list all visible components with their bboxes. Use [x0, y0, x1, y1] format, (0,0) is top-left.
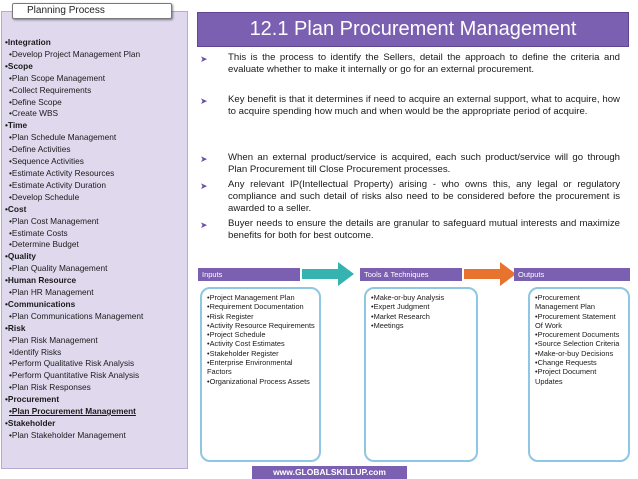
list-item: •Change Requests [535, 358, 597, 368]
inputs-box [200, 287, 321, 462]
list-item: •Quality [5, 251, 37, 262]
list-item: •Plan HR Management [9, 287, 94, 298]
inputs-header: Inputs [198, 268, 300, 281]
list-item: •Market Research [371, 311, 430, 321]
list-item: •Communications [5, 298, 76, 309]
list-item: •Risk Register [207, 311, 254, 321]
outputs-header: Outputs [514, 268, 630, 281]
list-item: •Identify Risks [9, 346, 62, 357]
list-item: •Source Selection Criteria [535, 339, 620, 349]
list-item: •Create WBS [9, 108, 59, 119]
list-item: •Define Activities [9, 144, 71, 155]
bullet-text: Key benefit is that it determines if need to acquire an external support, what to acquire, how to acquire spending how much and when would be the appropriate period of acquire. [228, 94, 620, 118]
list-item: •Plan Scope Management [9, 72, 106, 83]
footer-website[interactable]: www.GLOBALSKILLUP.com [252, 466, 407, 479]
list-item: •Requirement Documentation [207, 302, 304, 312]
arrow-right-icon [464, 262, 518, 286]
list-item: •Plan Risk Responses [9, 382, 91, 393]
list-item: •Human Resource [5, 275, 77, 286]
list-item: •Make-or-buy Decisions [535, 348, 614, 358]
list-item: •Develop Project Management Plan [9, 48, 141, 59]
outputs-box [528, 287, 630, 462]
list-item: •Expert Judgment [371, 302, 430, 312]
list-item: •Activity Cost Estimates [207, 339, 285, 349]
list-item: •Meetings [371, 320, 404, 330]
list-item-current: •Plan Procurement Management [9, 406, 136, 417]
list-item: •Risk [5, 322, 26, 333]
list-item: •Plan Cost Management [9, 215, 99, 226]
list-item: •Project Document Updates [535, 367, 597, 386]
bullet-text: This is the process to identify the Sellers, detail the approach to define the criteria and evaluate whether to make it internally or go for an external procurement. [228, 52, 620, 76]
list-item: •Develop Schedule [9, 191, 80, 202]
list-item: •Project Schedule [207, 330, 266, 340]
list-item: •Plan Communications Management [9, 310, 144, 321]
list-item: •Estimate Activity Duration [9, 179, 106, 190]
tools-box [364, 287, 478, 462]
list-item: •Stakeholder Register [207, 348, 279, 358]
list-item: •Cost [5, 203, 27, 214]
bullet-text: Buyer needs to ensure the details are granular to safeguard mutual interests and maximize benefits for both for best outcome. [228, 218, 620, 242]
arrow-bullet-icon: ➤ [200, 181, 208, 191]
list-item: •Plan Stakeholder Management [9, 429, 126, 440]
arrow-bullet-icon: ➤ [200, 154, 208, 164]
page-title: 12.1 Plan Procurement Management [197, 12, 629, 47]
list-item: •Estimate Costs [9, 227, 68, 238]
tools-header: Tools & Techniques [360, 268, 462, 281]
list-item: •Activity Resource Requirements [207, 320, 315, 330]
arrow-bullet-icon: ➤ [200, 96, 208, 106]
bullet-text: Any relevant IP(Intellectual Property) arising - who owns this, any legal or regulatory compliance and such detail of risks also need to be considered before the procurement is awarded to a seller. [228, 179, 620, 215]
list-item: •Make-or-buy Analysis [371, 293, 445, 302]
list-item: •Enterprise Environmental Factors [207, 358, 293, 377]
list-item: •Plan Quality Management [9, 263, 108, 274]
list-item: •Collect Requirements [9, 84, 92, 95]
list-item: •Procurement [5, 394, 60, 405]
bullet-text: When an external product/service is acquired, each such product/service will go through Plan Procurement till Close Procurement processes. [228, 152, 620, 176]
list-item: •Procurement Documents [535, 330, 620, 340]
list-item: •Procurement Management Plan [535, 293, 595, 312]
planning-process-tab: Planning Process [12, 3, 172, 19]
arrow-bullet-icon: ➤ [200, 54, 208, 64]
list-item: •Perform Qualitative Risk Analysis [9, 358, 135, 369]
list-item: •Determine Budget [9, 239, 79, 250]
list-item: •Scope [5, 60, 33, 71]
list-item: •Sequence Activities [9, 156, 84, 167]
arrow-right-icon [302, 262, 356, 286]
list-item: •Estimate Activity Resources [9, 167, 115, 178]
list-item: •Time [5, 120, 28, 131]
list-item: •Organizational Process Assets [207, 376, 310, 386]
arrow-bullet-icon: ➤ [200, 220, 208, 230]
process-sidebar [1, 11, 188, 469]
list-item: •Procurement Statement Of Work [535, 311, 616, 330]
list-item: •Define Scope [9, 96, 62, 107]
list-item: •Integration [5, 37, 51, 47]
list-item: •Plan Schedule Management [9, 132, 117, 143]
list-item: •Plan Risk Management [9, 334, 98, 345]
process-list [5, 37, 187, 442]
list-item: •Perform Quantitative Risk Analysis [9, 370, 140, 381]
list-item: •Stakeholder [5, 418, 56, 428]
list-item: •Project Management Plan [207, 293, 295, 302]
